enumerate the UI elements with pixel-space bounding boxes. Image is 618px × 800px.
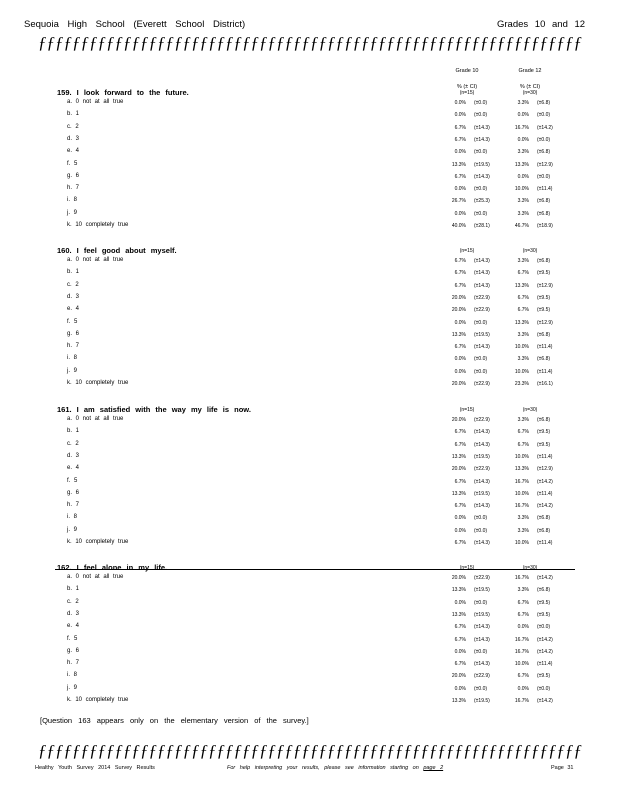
grade10-ci: (±14.3): [474, 282, 490, 289]
grade12-ci: (±14.2): [537, 124, 553, 131]
table-row: [0, 222, 618, 235]
grade12-percent: 16.7%: [514, 636, 529, 643]
grade10-n: (n=15): [459, 565, 475, 571]
response-label: c. 2: [67, 598, 79, 605]
response-label: e. 4: [67, 148, 80, 155]
grade12-ci: (±6.8): [537, 100, 551, 106]
grade12-percent: 3.3%: [517, 149, 529, 156]
response-label: e. 4: [67, 465, 80, 472]
grade12-ci: (±11.4): [537, 490, 553, 497]
grade12-ci: (±11.4): [537, 453, 553, 460]
grade12-ci: (±9.5): [537, 307, 551, 314]
grade12-percent: 16.7%: [514, 698, 529, 704]
grade12-percent: 3.3%: [517, 210, 529, 217]
grade10-percent: 6.7%: [454, 258, 466, 264]
grade10-percent: 6.7%: [454, 429, 466, 436]
grade10-percent: 0.0%: [454, 599, 466, 606]
grade12-percent: 3.3%: [517, 527, 529, 534]
grade12-percent: 6.7%: [517, 307, 529, 314]
response-label: h. 7: [67, 343, 80, 350]
grade12-percent: 3.3%: [517, 198, 529, 205]
question-title: 159. I look forward to the future.: [57, 88, 189, 97]
grade10-ci: (±28.1): [474, 223, 490, 229]
grade10-ci: (±14.3): [474, 429, 490, 436]
response-label: f. 5: [67, 160, 78, 167]
grade12-percent: 6.7%: [517, 673, 529, 680]
grade12-ci: (±6.8): [537, 331, 551, 338]
grade12-percent: 3.3%: [517, 417, 529, 423]
grade12-percent: 13.3%: [514, 161, 529, 168]
grade10-percent: 0.0%: [454, 527, 466, 534]
grade10-percent: 20.0%: [451, 466, 466, 473]
grade12-percent: 13.3%: [514, 319, 529, 326]
table-row: [0, 453, 618, 466]
grade10-ci: (±0.0): [474, 319, 488, 326]
grade12-ci: (±11.4): [537, 368, 553, 375]
grade12-ci: (±9.5): [537, 599, 551, 606]
response-label: f. 5: [67, 477, 78, 484]
grade12-ci: (±12.9): [537, 319, 553, 326]
table-row: [0, 319, 618, 332]
grade12-ci: (±9.5): [537, 429, 551, 436]
grade10-percent: 20.0%: [451, 294, 466, 301]
response-label: i. 8: [67, 672, 78, 679]
response-label: f. 5: [67, 635, 78, 642]
grade10-ci: (±25.3): [474, 198, 490, 205]
grade10-ci: (±0.0): [474, 100, 488, 106]
response-label: d. 3: [67, 452, 80, 459]
grades-label: Grades 10 and 12: [497, 19, 586, 30]
grade12-ci: (±11.4): [537, 344, 553, 351]
table-row: [0, 623, 618, 636]
table-row: [0, 368, 618, 381]
grade12-ci: (±0.0): [537, 136, 551, 143]
grade10-ci: (±19.5): [474, 161, 490, 168]
grade12-ci: (±6.8): [537, 515, 551, 522]
grade12-percent: 13.3%: [514, 466, 529, 473]
table-row: [0, 331, 618, 344]
grade10-percent: 13.3%: [451, 611, 466, 618]
grade10-percent: 0.0%: [454, 210, 466, 217]
grade10-ci: (±22.9): [474, 417, 490, 423]
response-label: i. 8: [67, 197, 78, 204]
grade12-percent: 46.7%: [514, 223, 529, 229]
response-label: g. 6: [67, 647, 80, 654]
table-row: [0, 599, 618, 612]
table-row: [0, 124, 618, 137]
grade12-percent: 10.0%: [514, 186, 529, 193]
response-label: b. 1: [67, 586, 80, 593]
grade10-percent: 6.7%: [454, 478, 466, 485]
grade12-percent: 6.7%: [517, 270, 529, 277]
grade12-percent: 10.0%: [514, 490, 529, 497]
response-label: k. 10 completely true: [67, 222, 129, 228]
grade12-ci: (±6.8): [537, 417, 551, 423]
response-label: b. 1: [67, 428, 80, 435]
response-label: a. 0 not at all true: [67, 99, 124, 105]
grade12-ci: (±9.5): [537, 441, 551, 448]
grade10-ci: (±19.5): [474, 331, 490, 338]
grade10-percent: 20.0%: [451, 575, 466, 581]
grade10-ci: (±22.9): [474, 381, 490, 387]
response-label: i. 8: [67, 355, 78, 362]
response-label: c. 2: [67, 281, 79, 288]
grade12-n: (n=30): [522, 248, 538, 254]
grade12-percent: 23.3%: [514, 381, 529, 387]
question-title: 161. I am satisfied with the way my life is now.: [57, 405, 251, 414]
table-row: [0, 99, 618, 112]
table-row: [0, 197, 618, 210]
grade10-n: (n=15): [459, 248, 475, 254]
response-label: h. 7: [67, 185, 80, 192]
grade12-percent: 10.0%: [514, 344, 529, 351]
grade12-ci: (±9.5): [537, 673, 551, 680]
grade10-n: (n=15): [459, 407, 475, 413]
grade10-percent: 0.0%: [454, 100, 466, 106]
grade10-ci: (±14.3): [474, 540, 490, 546]
grade12-percent: 3.3%: [517, 331, 529, 338]
decorative-rule-bottom: ƒƒƒƒƒƒƒƒƒƒƒƒƒƒƒƒƒƒƒƒƒƒƒƒƒƒƒƒƒƒƒƒƒƒƒƒƒƒƒƒƒƒƒƒƒƒƒƒƒƒƒƒƒƒƒƒƒƒƒƒƒƒƒƒ: [38, 741, 582, 760]
grade10-ci: (±22.9): [474, 673, 490, 680]
grade10-percent: 13.3%: [451, 331, 466, 338]
grade10-ci: (±19.5): [474, 587, 490, 594]
grade12-percent: 0.0%: [517, 685, 529, 692]
question-title: 160. I feel good about myself.: [57, 246, 177, 255]
table-row: [0, 539, 618, 552]
grade10-percent: 13.3%: [451, 490, 466, 497]
grade12-percent: 13.3%: [514, 282, 529, 289]
grade12-ci: (±6.8): [537, 527, 551, 534]
grade12-ci: (±6.8): [537, 587, 551, 594]
grade12-ci: (±11.4): [537, 540, 553, 546]
grade10-percent: 6.7%: [454, 282, 466, 289]
response-label: d. 3: [67, 610, 80, 617]
response-label: k. 10 completely true: [67, 697, 129, 703]
grade12-percent: 10.0%: [514, 368, 529, 375]
grade12-percent: 0.0%: [517, 624, 529, 631]
grade10-percent: 20.0%: [451, 673, 466, 680]
table-row: [0, 306, 618, 319]
table-row: [0, 648, 618, 661]
grade10-ci: (±22.9): [474, 307, 490, 314]
grade10-percent: 6.7%: [454, 344, 466, 351]
grade12-ci: (±12.9): [537, 282, 553, 289]
table-row: [0, 611, 618, 624]
grade12-ci: (±14.2): [537, 478, 553, 485]
footer-help-prefix: For help interpreting your results, please see information starting on: [227, 765, 424, 771]
grade10-ci: (±14.3): [474, 136, 490, 143]
grade10-percent: 6.7%: [454, 661, 466, 668]
response-label: k. 10 completely true: [67, 380, 129, 386]
grade12-ci: (±9.5): [537, 611, 551, 618]
grade10-percent: 20.0%: [451, 381, 466, 387]
footer-help-text: [227, 765, 443, 771]
grade10-ci: (±14.3): [474, 478, 490, 485]
grade10-ci: (±0.0): [474, 186, 488, 193]
grade12-ci: (±11.4): [537, 661, 553, 668]
grade12-percent: 3.3%: [517, 515, 529, 522]
grade10-percent: 26.7%: [451, 198, 466, 205]
grade10-ci: (±22.9): [474, 575, 490, 581]
table-row: [0, 269, 618, 282]
grade12-n: (n=30): [522, 90, 538, 96]
response-label: j. 9: [67, 367, 78, 374]
grade10-ci: (±19.5): [474, 490, 490, 497]
grade10-stat-header: % (± CI): [456, 84, 478, 90]
grade10-ci: (±19.5): [474, 611, 490, 618]
grade12-ci: (±18.9): [537, 223, 553, 229]
table-row: [0, 148, 618, 161]
grade10-ci: (±14.3): [474, 441, 490, 448]
grade12-ci: (±6.8): [537, 198, 551, 205]
table-row: [0, 428, 618, 441]
grade12-percent: 10.0%: [514, 661, 529, 668]
table-row: [0, 586, 618, 599]
grade10-ci: (±14.3): [474, 270, 490, 277]
grade12-percent: 16.7%: [514, 478, 529, 485]
table-row: [0, 490, 618, 503]
table-row: [0, 343, 618, 356]
grade12-ci: (±0.0): [537, 685, 551, 692]
page-link[interactable]: page 2: [423, 765, 444, 771]
grade12-percent: 6.7%: [517, 441, 529, 448]
grade12-ci: (±6.8): [537, 258, 551, 264]
grade10-percent: 0.0%: [454, 319, 466, 326]
grade10-header: Grade 10: [455, 68, 479, 74]
grade10-percent: 6.7%: [454, 124, 466, 131]
response-label: b. 1: [67, 111, 80, 118]
grade10-percent: 13.3%: [451, 698, 466, 704]
grade12-ci: (±9.5): [537, 294, 551, 301]
grade10-ci: (±22.9): [474, 294, 490, 301]
grade10-percent: 6.7%: [454, 503, 466, 510]
grade10-ci: (±14.3): [474, 661, 490, 668]
table-row: [0, 111, 618, 124]
grade10-ci: (±0.0): [474, 112, 488, 119]
grade10-ci: (±0.0): [474, 356, 488, 363]
grade12-percent: 6.7%: [517, 599, 529, 606]
response-label: j. 9: [67, 526, 78, 533]
grade12-percent: 16.7%: [514, 648, 529, 655]
grade12-n: (n=30): [522, 565, 538, 571]
grade10-percent: 6.7%: [454, 540, 466, 546]
report-title: Sequoia High School (Everett School District): [24, 19, 246, 30]
table-row: [0, 478, 618, 491]
response-label: h. 7: [67, 502, 80, 509]
grade10-ci: (±14.3): [474, 624, 490, 631]
grade10-ci: (±14.3): [474, 258, 490, 264]
response-label: e. 4: [67, 306, 80, 313]
grade12-ci: (±12.9): [537, 161, 553, 168]
grade12-percent: 6.7%: [517, 294, 529, 301]
grade10-percent: 0.0%: [454, 149, 466, 156]
grade12-ci: (±14.2): [537, 636, 553, 643]
response-label: j. 9: [67, 684, 78, 691]
grade10-percent: 0.0%: [454, 186, 466, 193]
grade12-percent: 10.0%: [514, 540, 529, 546]
grade12-ci: (±14.2): [537, 698, 553, 704]
grade10-ci: (±0.0): [474, 515, 488, 522]
grade12-stat-header: % (± CI): [519, 84, 541, 90]
response-label: k. 10 completely true: [67, 539, 129, 545]
grade12-percent: 16.7%: [514, 503, 529, 510]
grade10-percent: 0.0%: [454, 112, 466, 119]
grade10-percent: 0.0%: [454, 368, 466, 375]
grade10-ci: (±14.3): [474, 124, 490, 131]
grade12-percent: 3.3%: [517, 587, 529, 594]
response-label: h. 7: [67, 660, 80, 667]
table-row: [0, 136, 618, 149]
grade10-ci: (±0.0): [474, 368, 488, 375]
response-label: j. 9: [67, 209, 78, 216]
grade10-percent: 6.7%: [454, 270, 466, 277]
grade12-percent: 0.0%: [517, 112, 529, 119]
grade12-ci: (±6.8): [537, 210, 551, 217]
response-label: e. 4: [67, 623, 80, 630]
grade12-ci: (±9.5): [537, 270, 551, 277]
grade10-ci: (±19.5): [474, 698, 490, 704]
response-label: a. 0 not at all true: [67, 257, 124, 263]
grade12-percent: 6.7%: [517, 611, 529, 618]
response-label: g. 6: [67, 489, 80, 496]
grade12-ci: (±16.1): [537, 381, 553, 387]
grade10-ci: (±0.0): [474, 599, 488, 606]
grade10-ci: (±14.3): [474, 344, 490, 351]
grade10-ci: (±14.3): [474, 503, 490, 510]
grade12-ci: (±6.8): [537, 356, 551, 363]
grade10-percent: 13.3%: [451, 587, 466, 594]
decorative-rule-top: ƒƒƒƒƒƒƒƒƒƒƒƒƒƒƒƒƒƒƒƒƒƒƒƒƒƒƒƒƒƒƒƒƒƒƒƒƒƒƒƒƒƒƒƒƒƒƒƒƒƒƒƒƒƒƒƒƒƒƒƒƒƒƒƒ: [38, 33, 582, 52]
grade10-percent: 20.0%: [451, 417, 466, 423]
grade10-percent: 40.0%: [451, 223, 466, 229]
grade12-ci: (±14.2): [537, 575, 553, 581]
grade12-ci: (±14.2): [537, 648, 553, 655]
table-row: [0, 527, 618, 540]
table-row: [0, 685, 618, 698]
grade10-percent: 13.3%: [451, 453, 466, 460]
table-row: [0, 282, 618, 295]
grade10-percent: 6.7%: [454, 624, 466, 631]
grade10-percent: 13.3%: [451, 161, 466, 168]
response-label: a. 0 not at all true: [67, 416, 124, 422]
page-number: Page 31: [551, 765, 574, 771]
divider: [55, 569, 575, 570]
table-row: [0, 161, 618, 174]
grade10-percent: 0.0%: [454, 356, 466, 363]
table-row: [0, 502, 618, 515]
table-row: [0, 441, 618, 454]
response-label: g. 6: [67, 172, 80, 179]
grade12-percent: 3.3%: [517, 100, 529, 106]
table-row: [0, 636, 618, 649]
table-row: [0, 173, 618, 186]
grade10-ci: (±19.5): [474, 453, 490, 460]
grade10-percent: 6.7%: [454, 441, 466, 448]
footnote: [Question 163 appears only on the elementary version of the survey.]: [40, 716, 309, 725]
grade12-percent: 16.7%: [514, 124, 529, 131]
grade10-percent: 0.0%: [454, 685, 466, 692]
grade12-percent: 10.0%: [514, 453, 529, 460]
grade10-percent: 0.0%: [454, 648, 466, 655]
response-label: a. 0 not at all true: [67, 574, 124, 580]
table-row: [0, 355, 618, 368]
response-label: b. 1: [67, 269, 80, 276]
table-row: [0, 416, 618, 429]
grade10-ci: (±0.0): [474, 527, 488, 534]
table-row: [0, 514, 618, 527]
grade10-percent: 6.7%: [454, 636, 466, 643]
grade12-percent: 3.3%: [517, 356, 529, 363]
grade12-percent: 0.0%: [517, 136, 529, 143]
grade12-ci: (±0.0): [537, 173, 551, 180]
grade12-percent: 6.7%: [517, 429, 529, 436]
response-label: c. 2: [67, 123, 79, 130]
grade10-percent: 20.0%: [451, 307, 466, 314]
grade12-percent: 3.3%: [517, 258, 529, 264]
response-label: d. 3: [67, 135, 80, 142]
table-row: [0, 465, 618, 478]
grade12-percent: 0.0%: [517, 173, 529, 180]
table-row: [0, 185, 618, 198]
grade12-percent: 16.7%: [514, 575, 529, 581]
grade12-n: (n=30): [522, 407, 538, 413]
grade12-ci: (±0.0): [537, 624, 551, 631]
grade10-ci: (±0.0): [474, 149, 488, 156]
table-row: [0, 672, 618, 685]
table-row: [0, 574, 618, 587]
response-label: f. 5: [67, 318, 78, 325]
grade12-ci: (±12.9): [537, 466, 553, 473]
table-row: [0, 660, 618, 673]
response-label: g. 6: [67, 330, 80, 337]
question-title: 162. I feel alone in my life.: [57, 563, 168, 572]
grade10-percent: 6.7%: [454, 136, 466, 143]
grade12-header: Grade 12: [518, 68, 542, 74]
grade10-ci: (±22.9): [474, 466, 490, 473]
grade10-percent: 0.0%: [454, 515, 466, 522]
response-label: i. 8: [67, 514, 78, 521]
grade10-percent: 6.7%: [454, 173, 466, 180]
table-row: [0, 380, 618, 393]
grade10-ci: (±0.0): [474, 685, 488, 692]
table-row: [0, 210, 618, 223]
response-label: c. 2: [67, 440, 79, 447]
table-row: [0, 697, 618, 710]
grade10-ci: (±0.0): [474, 648, 488, 655]
grade10-ci: (±14.3): [474, 636, 490, 643]
grade12-ci: (±6.8): [537, 149, 551, 156]
grade12-ci: (±11.4): [537, 186, 553, 193]
grade10-ci: (±14.3): [474, 173, 490, 180]
table-row: [0, 294, 618, 307]
grade10-n: (n=15): [459, 90, 475, 96]
grade12-ci: (±0.0): [537, 112, 551, 119]
grade12-ci: (±14.2): [537, 503, 553, 510]
footer-survey-name: Healthy Youth Survey 2014 Survey Results: [35, 765, 155, 771]
table-row: [0, 257, 618, 270]
response-label: d. 3: [67, 293, 80, 300]
grade10-ci: (±0.0): [474, 210, 488, 217]
